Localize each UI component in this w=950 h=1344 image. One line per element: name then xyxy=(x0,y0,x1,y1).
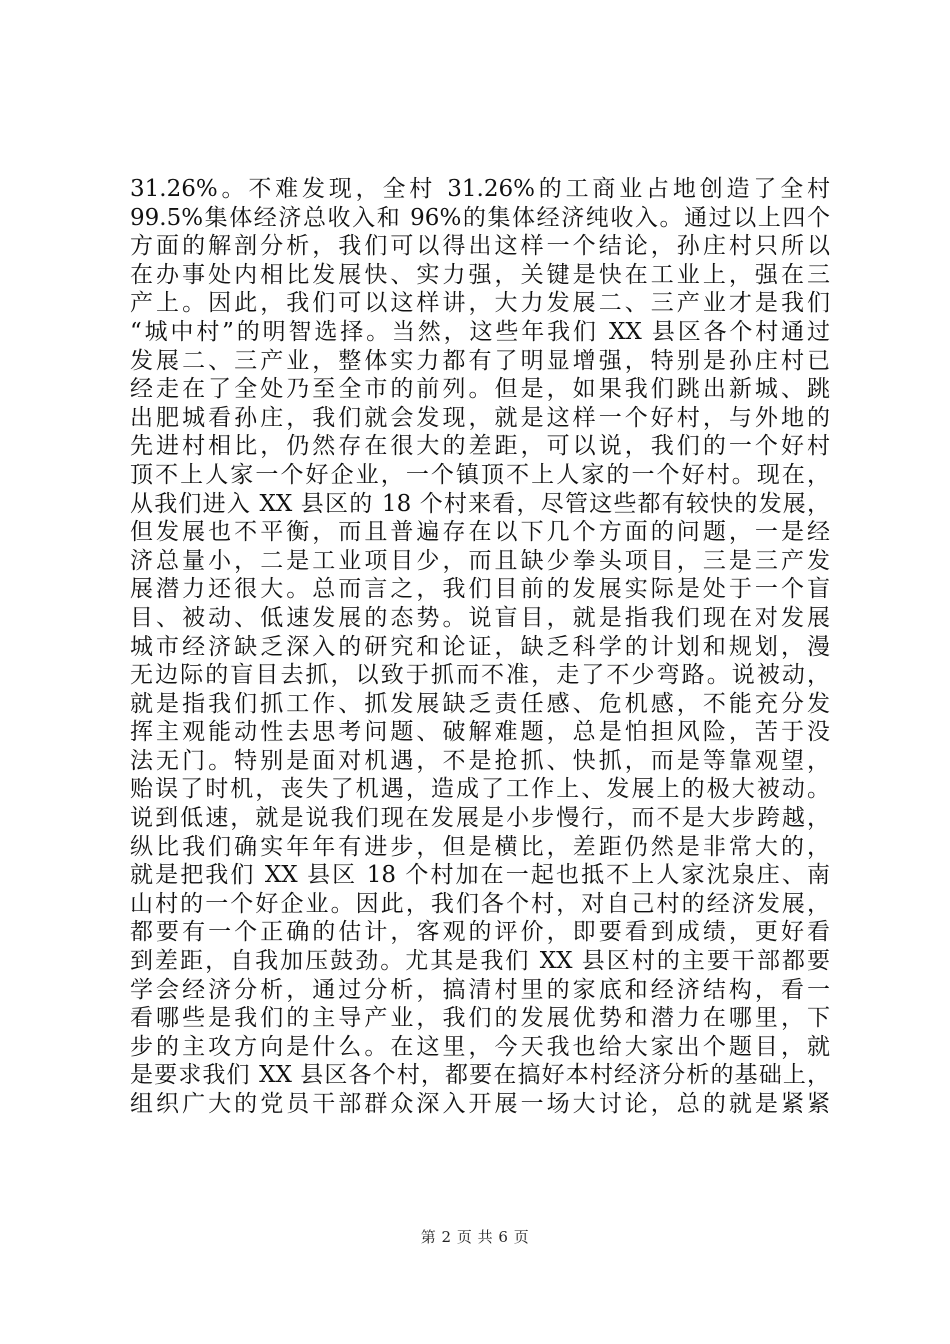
text-line: 目、被动、低速发展的态势。说盲目，就是指我们现在对发展 xyxy=(130,604,830,631)
text-line: 法无门。特别是面对机遇，不是抢抓、快抓，而是等靠观望， xyxy=(130,747,830,774)
text-line: 是要求我们 XX 县区各个村，都要在搞好本村经济分析的基础上， xyxy=(130,1062,830,1089)
text-line: 济总量小，二是工业项目少，而且缺少拳头项目，三是三产发 xyxy=(130,547,830,574)
text-line: 步的主攻方向是什么。在这里，今天我也给大家出个题目，就 xyxy=(130,1033,830,1060)
page-number-footer: 第 2 页 共 6 页 xyxy=(420,1228,530,1246)
text-line: 但发展也不平衡，而且普遍存在以下几个方面的问题，一是经 xyxy=(130,519,830,546)
text-line: 无边际的盲目去抓，以致于抓而不准，走了不少弯路。说被动， xyxy=(130,662,830,689)
text-line: 说到低速，就是说我们现在发展是小步慢行，而不是大步跨越， xyxy=(130,805,830,832)
body-paragraph xyxy=(130,175,830,1119)
text-line: 看哪些是我们的主导产业，我们的发展优势和潜力在哪里，下 xyxy=(130,1005,830,1032)
text-line: 展潜力还很大。总而言之，我们目前的发展实际是处于一个盲 xyxy=(130,576,830,603)
text-line: 发展二、三产业，整体实力都有了明显增强，特别是孙庄村已 xyxy=(130,347,830,374)
text-line: 组织广大的党员干部群众深入开展一场大讨论，总的就是紧紧 xyxy=(130,1091,830,1117)
text-line: 顶不上人家一个好企业，一个镇顶不上人家的一个好村。现在， xyxy=(130,461,830,488)
text-line: 挥主观能动性去思考问题、破解难题，总是怕担风险，苦于没 xyxy=(130,719,830,746)
text-line: 贻误了时机，丧失了机遇，造成了工作上、发展上的极大被动。 xyxy=(130,776,830,803)
text-line: 方面的解剖分析，我们可以得出这样一个结论，孙庄村只所以 xyxy=(130,233,830,260)
text-line: 经走在了全处乃至全市的前列。但是，如果我们跳出新城、跳 xyxy=(130,376,830,403)
text-line: 出肥城看孙庄，我们就会发现，就是这样一个好村，与外地的 xyxy=(130,404,830,431)
text-line: 都要有一个正确的估计，客观的评价，即要看到成绩，更好看 xyxy=(130,919,830,946)
text-line: “城中村”的明智选择。当然，这些年我们 XX 县区各个村通过 xyxy=(130,318,830,345)
text-line: 就是把我们 XX 县区 18 个村加在一起也抵不上人家沈泉庄、南 xyxy=(130,862,830,889)
text-line: 31.26%。不难发现，全村 31.26%的工商业占地创造了全村 xyxy=(130,176,830,202)
text-line: 城市经济缺乏深入的研究和论证，缺乏科学的计划和规划，漫 xyxy=(130,633,830,660)
text-line: 从我们进入 XX 县区的 18 个村来看，尽管这些都有较快的发展， xyxy=(130,490,830,517)
text-line: 先进村相比，仍然存在很大的差距，可以说，我们的一个好村 xyxy=(130,433,830,460)
text-line: 纵比我们确实年年有进步，但是横比，差距仍然是非常大的， xyxy=(130,833,830,860)
text-line: 到差距，自我加压鼓劲。尤其是我们 XX 县区村的主要干部都要 xyxy=(130,948,830,975)
text-line: 在办事处内相比发展快、实力强，关键是快在工业上，强在三 xyxy=(130,261,830,288)
text-line: 学会经济分析，通过分析，搞清村里的家底和经济结构，看一 xyxy=(130,976,830,1003)
text-line: 就是指我们抓工作、抓发展缺乏责任感、危机感，不能充分发 xyxy=(130,690,830,717)
text-line: 山村的一个好企业。因此，我们各个村，对自己村的经济发展， xyxy=(130,890,830,917)
text-line: 产上。因此，我们可以这样讲，大力发展二、三产业才是我们 xyxy=(130,290,830,317)
text-line: 99.5%集体经济总收入和 96%的集体经济纯收入。通过以上四个 xyxy=(130,204,830,231)
